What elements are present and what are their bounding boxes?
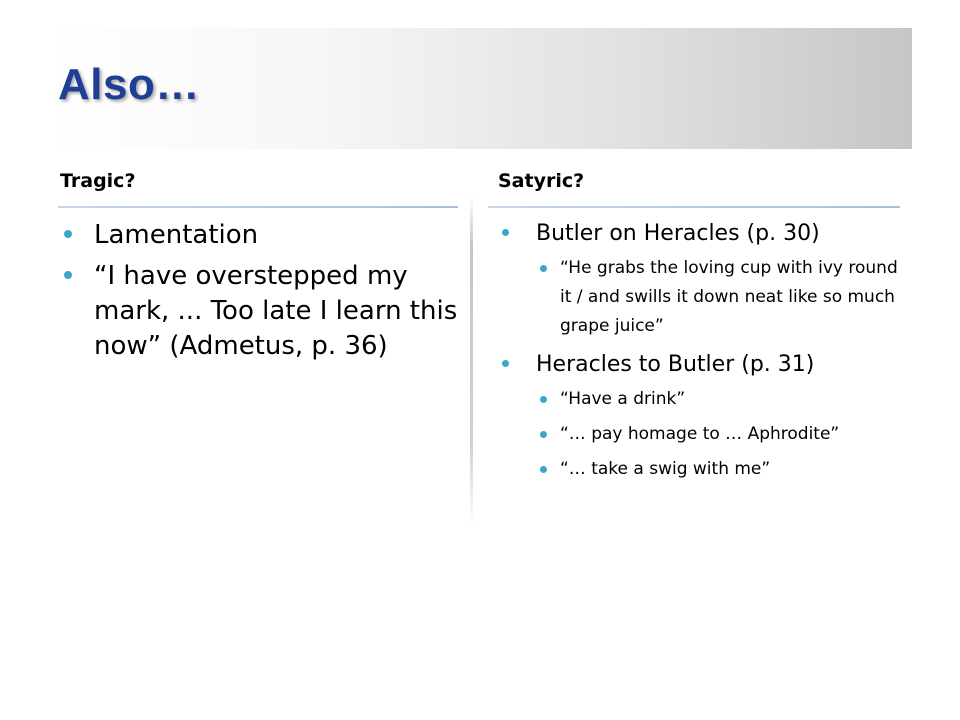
- list-item-text: Lamentation: [94, 220, 259, 250]
- sub-list-item: [536, 254, 902, 341]
- sub-list: [536, 254, 902, 341]
- sub-list-item: [536, 420, 902, 449]
- list-item-text: Butler on Heracles (p. 30): [536, 221, 820, 246]
- bullet-icon: [64, 230, 72, 238]
- sub-list-item-text: “… pay homage to … Aphrodite”: [560, 424, 840, 444]
- list-item: [60, 259, 458, 364]
- list-item-text: “I have overstepped my mark, ... Too late I learn this now” (Admetus, p. 36): [94, 261, 458, 361]
- list-item-text: Heracles to Butler (p. 31): [536, 352, 815, 377]
- slide-title: Also…: [58, 60, 200, 109]
- bullet-icon: [502, 360, 509, 367]
- header-rule-left: [58, 206, 458, 208]
- sub-list-item-text: “… take a swig with me”: [560, 459, 771, 479]
- sub-list: [536, 385, 902, 484]
- list-item: [60, 218, 458, 253]
- sub-list-item: [536, 455, 902, 484]
- column-divider: [470, 196, 473, 526]
- header-rule-right: [488, 206, 900, 208]
- list-item: [498, 349, 902, 484]
- list-item: [498, 218, 902, 341]
- sub-list-item: [536, 385, 902, 414]
- column-header-tragic: Tragic?: [60, 170, 136, 192]
- bullet-icon: [540, 396, 547, 403]
- bullet-icon: [502, 229, 509, 236]
- bullet-icon: [64, 271, 72, 279]
- column-header-satyric: Satyric?: [498, 170, 585, 192]
- satyric-list: [498, 218, 902, 492]
- sub-list-item-text: “Have a drink”: [560, 389, 686, 409]
- bullet-icon: [540, 431, 547, 438]
- bullet-icon: [540, 265, 547, 272]
- bullet-icon: [540, 466, 547, 473]
- sub-list-item-text: “He grabs the loving cup with ivy round it / and swills it down neat like so much grape juice”: [560, 258, 898, 336]
- tragic-list: [60, 218, 458, 370]
